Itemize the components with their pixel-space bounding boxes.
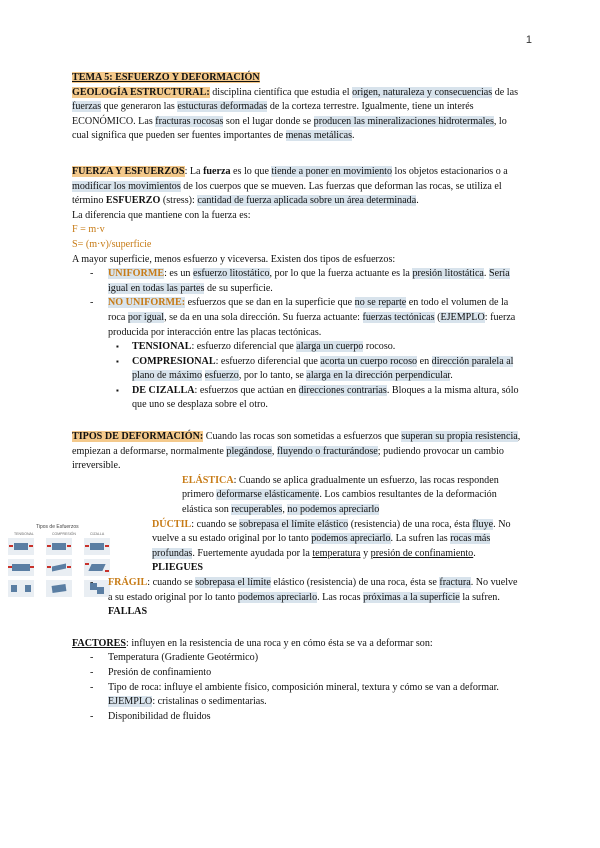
page-number: 1: [525, 34, 532, 46]
deformacion-paragraph: TIPOS DE DEFORMACIÓN: Cuando las rocas son sometidas a esfuerzos que superan su propia resistencia, empiezan a deformarse, normalmente plegándose, fluyendo o fracturándose; pudiendo provocar un cambio irreversible.: [72, 431, 521, 472]
fragil-list: [72, 576, 524, 620]
factores-list: [72, 651, 524, 724]
geologia-paragraph: GEOLOGÍA ESTRUCTURAL: disciplina científica que estudia el origen, naturaleza y consecuencias de las fuerzas que generaron las estucturas deformadas de la corteza terrestre. Igualmente, tiene un interés ECONÓMICO. Las fracturas rocosas son el lugar donde se producen las mineralizaciones hidrotermales, lo cual significa que pueden ser fuentes importantes de menas metálicas.: [72, 86, 519, 142]
section-title: TEMA 5: ESFUERZO Y DEFORMACIÓN: [72, 72, 260, 83]
no-uniforme-sublist: [72, 340, 524, 413]
figure-cell: [8, 538, 34, 555]
deformacion-ductil: DÚCTIL: cuando se sobrepasa el límite elástico (resistencia) de una roca, ésta fluye. No vuelve a su estado original por lo tanto podemos apreciarlo. La sufren las rocas más profundas. Fuertemente ayudada por la temperatura y presión de confinamiento. PLIEGUES: [152, 518, 511, 574]
figure-cell: [8, 580, 34, 597]
fuerza-diferencia: La diferencia que mantiene con la fuerza es:: [72, 209, 251, 221]
figure-cell: [46, 580, 72, 597]
esfuerzos-list: [72, 267, 524, 413]
list-item: - Disponibilidad de fluidos: [72, 710, 524, 725]
list-item: - Presión de confinamiento: [72, 666, 524, 681]
list-item-no-uniforme: - NO UNIFORME: esfuerzos que se dan en la superficie que no se reparte en todo el volumen de la roca por igual, se da en una sola dirección. Su fuerza actuante: fuerzas tectónicas (EJEMPLO: fuerza producida por interacción entre las placas tectónicas. ▪ TENSIONAL: esfuerzo diferencial que alarga un cuerpo rocoso. ▪ COMPRESIONAL: esfuerzo diferencial que acorta un cuerpo rocoso en dirección paralela al plano de máximo esfuerzo, por lo tanto, se alarga en la dirección perpendicular. ▪ DE CIZALLA: esfuerzos que actúan en direcciones contrarias. Bloques a la misma altura, sólo que uno se desplaza sobre el otro.: [72, 296, 524, 413]
figure-cell: [8, 559, 34, 576]
formula-esfuerzo: S= (m·v)/superficie: [72, 238, 152, 250]
document-body: [72, 71, 524, 724]
deformacion-elastica: ELÁSTICA: Cuando se aplica gradualmente un esfuerzo, las rocas responden primero deformarse elásticamente. Los cambios resultantes de la deformación elástica son recuperables, no podemos apreciarlo: [182, 474, 499, 516]
list-item: - Temperatura (Gradiente Geotérmico): [72, 651, 524, 666]
list-item-uniforme: - UNIFORME: es un esfuerzo litostático, por lo que la fuerza actuante es la presión litostática. Sería igual en todas las partes de su superficie.: [72, 267, 524, 296]
figure-col-cizalla: CIZALLA: [90, 532, 105, 536]
fuerza-tipos-intro: A mayor superficie, menos esfuerzo y viceversa. Existen dos tipos de esfuerzos:: [72, 253, 396, 265]
figure-cell: [46, 559, 72, 576]
list-item-compresional: ▪ COMPRESIONAL: esfuerzo diferencial que acorta un cuerpo rocoso en dirección paralela al plano de máximo esfuerzo, por lo tanto, se alarga en la dirección perpendicular.: [72, 355, 524, 384]
list-item: - Tipo de roca: influye el ambiente físico, composición mineral, textura y cómo se van a deformar. EJEMPLO: cristalinas o sedimentarias.: [72, 681, 524, 710]
list-item-tensional: ▪ TENSIONAL: esfuerzo diferencial que alarga un cuerpo rocoso.: [72, 340, 524, 355]
figure-col-compresion: COMPRESIÓN: [52, 532, 76, 536]
formula-fuerza: F = m·v: [72, 224, 105, 236]
deformacion-fragil: - FRÁGIL: cuando se sobrepasa el límite elástico (resistencia) de una roca, ésta se fractura. No vuelve a su estado original por lo tanto podemos apreciarlo. Las rocas próximas a la superficie la sufren. FALLAS: [72, 576, 524, 620]
figure-cell: [46, 538, 72, 555]
factores-paragraph: FACTORES: influyen en la resistencia de una roca y en cómo ésta se va a deformar son:: [72, 637, 433, 649]
figure-col-tensional: TENSIONAL: [14, 532, 34, 536]
list-item-cizalla: ▪ DE CIZALLA: esfuerzos que actúan en direcciones contrarias. Bloques a la misma altura, sólo que uno se desplaza sobre el otro.: [72, 384, 524, 413]
fuerza-paragraph: FUERZA Y ESFUERZOS: La fuerza es lo que tiende a poner en movimiento los objetos estacionarios o a modificar los movimientos de los cuerpos que se mueven. Las fuerzas que deforman las rocas, se utiliza el término ESFUERZO (stress): cantidad de fuerza aplicada sobre un área determinada.: [72, 165, 508, 207]
figure-title: Tipos de Esfuerzos: [36, 524, 79, 530]
